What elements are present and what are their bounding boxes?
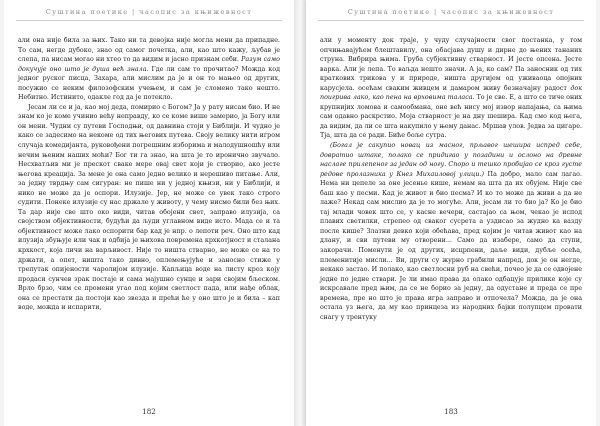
paragraph xyxy=(18,36,280,103)
right-page xyxy=(306,0,596,426)
right-body-text xyxy=(320,36,582,322)
paragraph xyxy=(320,141,582,322)
text-run: То је све. Е, а што се тиче оних крупнијих ломова и самообмана, оне већ нису мој извор напајања, са њима сам одавно раскрстио. Моја стварност је на дну шешира. Кад смо код њега, да видим, да ли се шта накупило у њему данас. Мршав улов. Једва за цигаре. Тја, шта да се ради. Биће боље сутра. xyxy=(320,94,582,140)
text-run: али она није била за њих. Тако ни та девојка није могла мени да припадне. То сам, негде дубоко, знао од самог почетка, али, као што кажу, љубав је слепа, па нисам могао ни хтео то да видим и јасно признам себи. xyxy=(18,37,280,64)
italic-run: (Богал је сакупио новац из маснoг, прљавог шешира испред себе, довратио штаке, полако се придигао у позадини и ослоно на древне наслаге прилепеног за један од ногу. Споро и тешко пробијао се кроз густе редове пролазника у Кнез Михаиловој улици.) xyxy=(320,142,582,178)
paragraph xyxy=(320,36,582,141)
paragraph xyxy=(18,103,280,313)
text-run: али у моменту док траје, у чуду случајности свог постанка, у том опчињавајућем блештавилу, она обасјава душу и дирне до њених тананих струна. Вибрира њима. Груба субјективну стварност. И јесте опсена. Јесте варка. Али је лепа. То ваљда нешто значи. А ја, ко сам? Па заносник од тих краткових трикова у и природе, ништа другијем од уживаоца опојних карусјела. осећам сваким живцем и дамаром живу безначајну радост xyxy=(320,37,582,92)
right-page-number: 183 xyxy=(444,407,458,416)
text-run: Јесам ли се и ја, као мој деда, помирио с Богом? Ја у рату нисам био. И не знам ко је коме учинио већу неправду, ко се коме више замерио, ја Богу или он мени. Чудни су путеви Господњи, од давнина стоји у Библији. И чудно је како се задесимо на некоме од тих његових путева. Своју велику нити игром случаја комедијанта, руковођени погрешним изборима и малодушношћу или нечим њеним наших моћи? Бог ти га знао, на шта је то иронично звучало. Несхватљив ми је прескот свакe мере овај свет који је створио, ако јесте његова креација. За мене је она само једно велико и нерешиво питање. Али, за једну тврдњу сам сигуран: не пише ни у једној књизи, ни у Библији, и нико не може да је оспори. Илузије. Јер, не може се увек тако строго судити. Понекe илузије су нас држале у животу, у чему нисмо били без њих. Та дар није све што око види, читав обојени свет, заправо илузија, са својством објективности, будући да људи углавном виде исто. Мада се и та објективност може лако оспорити бар кад је нпр. о лепоти реч. Оно што кад илузија збуњује или чак и одбија је њихова повремена крхкотјност и сталaна крхкост, која личи на варљивост. Није то ништа стварно, не може се на то држати, а опет, ништа тако дивно, оплемењујуће и заносно стиже у трепутак опијености чаролијом илузије. Капљица воде на листу кроз коју продаси сунчев зрак постаје и сама мајушно сунце и зари својим бљеском. Врло брзо, чим се промени угао под којим светлост пада, или нађе облак, она се престати да постоји као звезда и прећи ће у оно што је и била – кап воде, можда и испарити, xyxy=(18,103,280,312)
left-page-number: 182 xyxy=(142,407,156,416)
left-body-text xyxy=(18,36,280,313)
left-page xyxy=(4,0,294,426)
book-gutter xyxy=(294,0,306,426)
text-run: Па добро, мало сам лагао. Нема ни цепeле за оне јесенье кише, немам на шта да их обујем. Није све баш као у песми. Кад је живот и био песма? И ко то може да живи а да не лаже? Некад сам мислио да је то могуће. Али, јесам ли то био ја? Ко је био тај млади човек што се, у касне вечери, састајао са њом, чекао је испод плавих светилки, стрепео од сваког сусрета а уздисао за жудно ка вазду послe кише? Златни девко који обећава, пред којим је читав живот као на длану, и сви путеви му отворени... Само да изабере, само да ступи, закорачи. Поменути је од других, исцрпени, даље види, дубље осећа, племенитије мисли... Ви, други су журно грабили напред, док је он негде, некако застао. И полако, као светлосни руб на свећи, почео је да се одвојене једне по једне ствари. Је ли имао права да олако одбацује прилике које су искрсавале пред њим, да се не бориo за једну, да одустане и преда се пре времена, пре но што је права игра заправо и отпочела? Можда, да је она остала уз њега, да му као принцеза из народних бајки полупцем провати снагу у трентуку xyxy=(320,170,582,321)
italic-run: док поигрива лако, као пена на врховима таласа. xyxy=(320,84,582,102)
right-running-head: Суштина поетике | часопис за књижевност xyxy=(318,8,584,21)
text-run: Где ли сам то прочитао? Можда код једног руског писца, Захара, али мислим да је и он то мањео од других, посужио се неким филозофским учењем, и сам је сломено тако нешто. Небитно. Истинито, одакле год да је потекло. xyxy=(18,65,280,102)
italic-run: Разум само докучује оно што је душа већ знала. xyxy=(18,56,280,73)
left-running-head: Суштина поетике | часопис за књижевност xyxy=(16,8,282,21)
